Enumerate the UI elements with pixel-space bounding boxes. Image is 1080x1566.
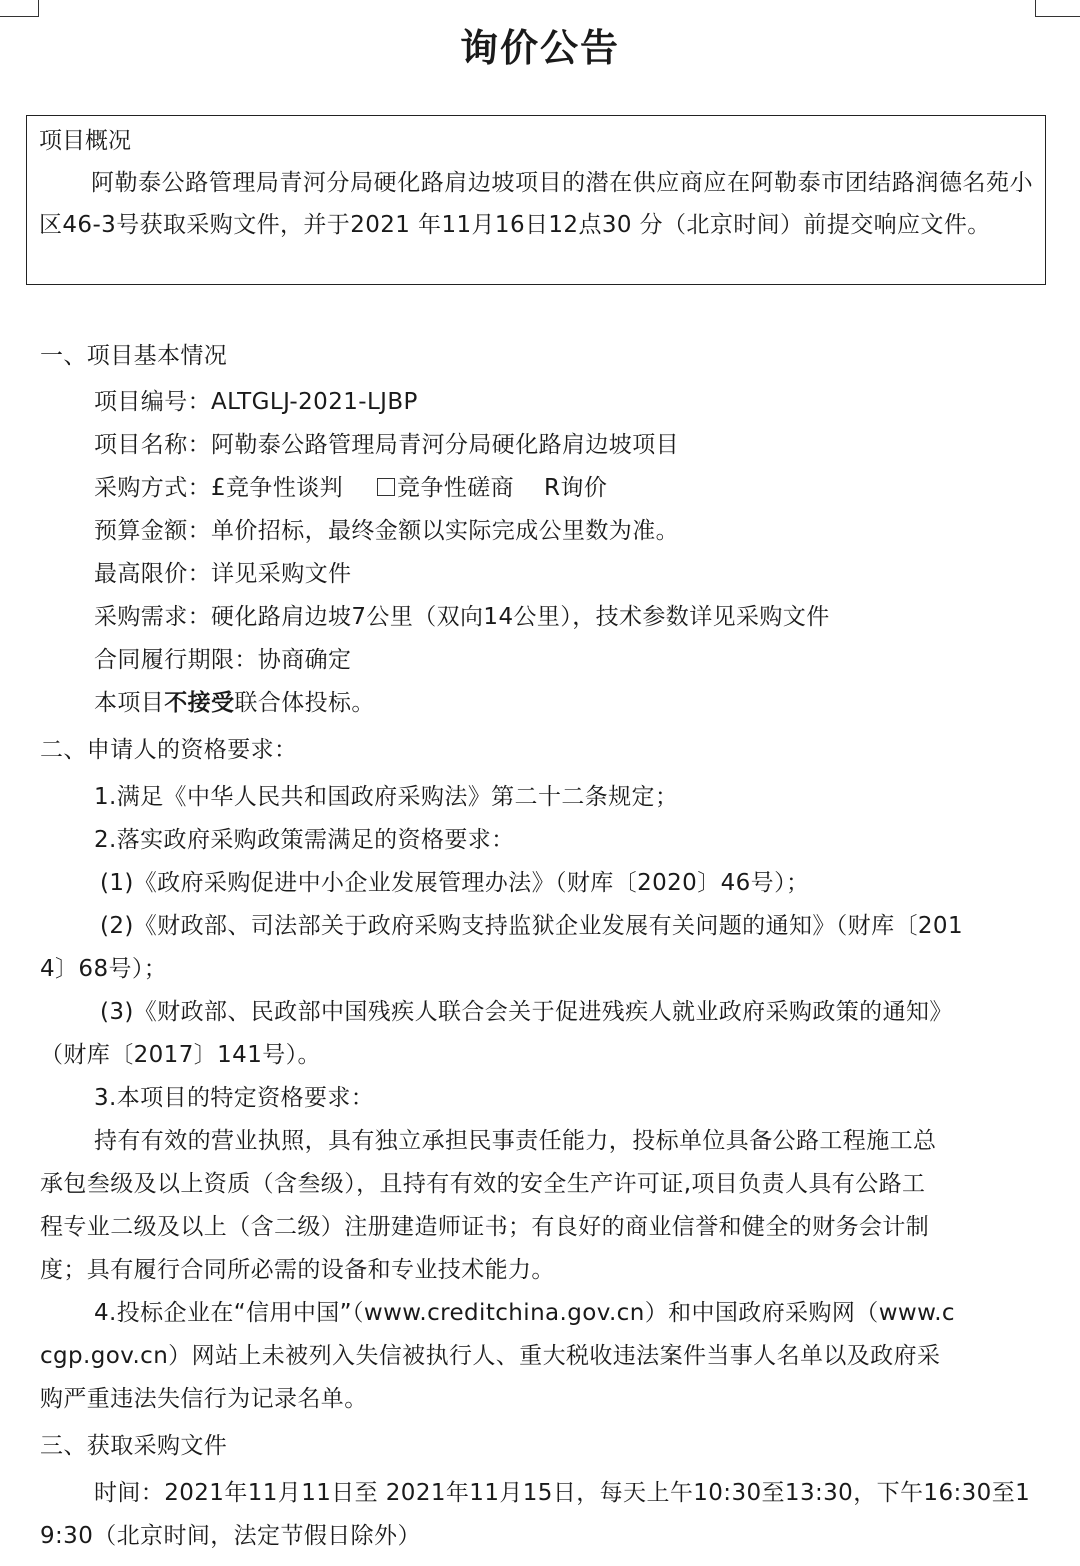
- qualification-item-2-2b: 4〕68号）；: [40, 956, 168, 982]
- project-number: 项目编号：ALTGLJ-2021-LJBP: [94, 389, 418, 415]
- qualification-item-3-line4: 度；具有履行合同所必需的设备和专业技术能力。: [40, 1257, 555, 1283]
- overview-heading: 项目概况: [39, 128, 131, 154]
- section1-heading: 一、项目基本情况: [40, 343, 228, 369]
- checkbox-icon: [377, 478, 395, 496]
- acquisition-time-line1: 时间：2021年11月11日至 2021年11月15日，每天上午10:30至13:30，下午16:30至1: [94, 1480, 1031, 1506]
- budget-amount: 预算金额：单价招标，最终金额以实际完成公里数为准。: [94, 518, 679, 544]
- qualification-item-3-line3: 程专业二级及以上（含二级）注册建造师证书；有良好的商业信誉和健全的财务会计制: [40, 1214, 930, 1240]
- project-name: 项目名称：阿勒泰公路管理局青河分局硬化路肩边坡项目: [94, 432, 679, 458]
- acquisition-time-line2: 9:30（北京时间，法定节假日除外）: [40, 1523, 421, 1549]
- qualification-item-3: 3.本项目的特定资格要求：: [94, 1085, 375, 1111]
- contract-period: 合同履行期限：协商确定: [94, 647, 352, 673]
- procurement-method-label: 采购方式：: [94, 475, 211, 501]
- page-corner-mark-right: [1035, 0, 1080, 17]
- overview-text: 阿勒泰公路管理局青河分局硬化路肩边坡项目的潜在供应商应在阿勒泰市团结路润德名苑小区46-3号获取采购文件，并于2021 年11月16日12点30 分（北京时间）前提交响应文件。: [39, 170, 1033, 238]
- qualification-item-2-3b: （财库〔2017〕141号）。: [40, 1042, 321, 1068]
- method-option-inquiry: R询价: [544, 475, 608, 501]
- consortium-post: 联合体投标。: [234, 690, 375, 716]
- consortium-pre: 本项目: [94, 690, 165, 716]
- consortium-statement: [94, 687, 375, 719]
- qualification-item-4-line3: 购严重违法失信行为记录名单。: [40, 1386, 368, 1412]
- section3-heading: 三、获取采购文件: [40, 1433, 228, 1459]
- qualification-item-3-line1: 持有有效的营业执照，具有独立承担民事责任能力，投标单位具备公路工程施工总: [94, 1128, 937, 1154]
- overview-box: [26, 115, 1046, 285]
- max-price: 最高限价：详见采购文件: [94, 561, 352, 587]
- method-option-negotiation: £竞争性谈判: [211, 475, 344, 501]
- qualification-item-3-line2: 承包叁级及以上资质（含叁级），且持有有效的安全生产许可证,项目负责人具有公路工: [40, 1171, 926, 1197]
- page-corner-mark-left: [0, 0, 39, 17]
- method-option-consultation: 竞争性磋商: [397, 475, 515, 501]
- consortium-emphasis: 不接受: [164, 690, 235, 716]
- page-title: 询价公告: [459, 26, 620, 70]
- qualification-item-2-1: (1)《政府采购促进中小企业发展管理办法》（财库〔2020〕46号）；: [100, 870, 810, 896]
- qualification-item-1: 1.满足《中华人民共和国政府采购法》第二十二条规定；: [94, 784, 679, 810]
- qualification-item-2: 2.落实政府采购政策需满足的资格要求：: [94, 827, 515, 853]
- qualification-item-2-2a: (2)《财政部、司法部关于政府采购支持监狱企业发展有关问题的通知》（财库〔201: [100, 913, 963, 939]
- procurement-method: [94, 472, 607, 504]
- qualification-item-2-3a: (3)《财政部、民政部中国残疾人联合会关于促进残疾人就业政府采购政策的通知》: [100, 999, 953, 1025]
- procurement-demand: 采购需求：硬化路肩边坡7公里（双向14公里），技术参数详见采购文件: [94, 604, 830, 630]
- qualification-item-4-line1: 4.投标企业在“信用中国”（www.creditchina.gov.cn）和中国政府采购网（www.c: [94, 1300, 955, 1326]
- section2-heading: 二、申请人的资格要求：: [40, 737, 298, 763]
- qualification-item-4-line2: cgp.gov.cn）网站上未被列入失信被执行人、重大税收违法案件当事人名单以及政府采: [40, 1343, 941, 1369]
